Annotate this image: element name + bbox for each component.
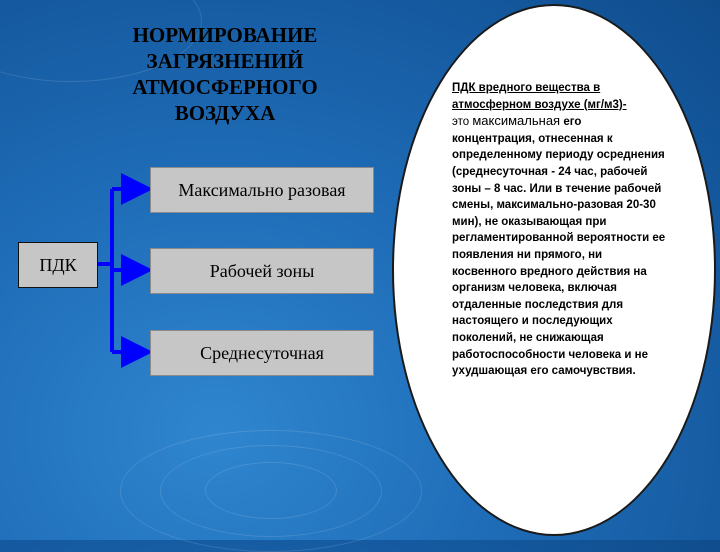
definition-lead: это [452, 116, 470, 129]
definition-text [452, 80, 666, 380]
pdk-root-box: ПДК [18, 242, 98, 288]
branch-daily-avg-box: Среднесуточная [150, 330, 374, 376]
branch-max-single-box: Максимально разовая [150, 167, 374, 213]
branch-work-zone-box: Рабочей зоны [150, 248, 374, 294]
definition-body: его концентрация, отнесенная к определенному периоду осреднения (среднесуточная - 24 час, рабочей зоны – 8 час. Или в течение рабочей смены, максимально-разовая 20-30 мин), не оказывающая при регламентированной вероятности ее появления ни прямого, ни косвенного вредного действия на организм человека, включая отдаленные последствия для настоящего и последующих поколений, не снижающая работоспособности человека и не ухудшающая его самочувствия. [452, 116, 666, 378]
definition-heading: ПДК вредного вещества в атмосферном воздухе (мг/м3)- [452, 82, 627, 111]
slide-title: НОРМИРОВАНИЕ ЗАГРЯЗНЕНИЙ АТМОСФЕРНОГО ВОЗДУХА [132, 23, 318, 125]
definition-emphasis: максимальная [472, 113, 561, 129]
